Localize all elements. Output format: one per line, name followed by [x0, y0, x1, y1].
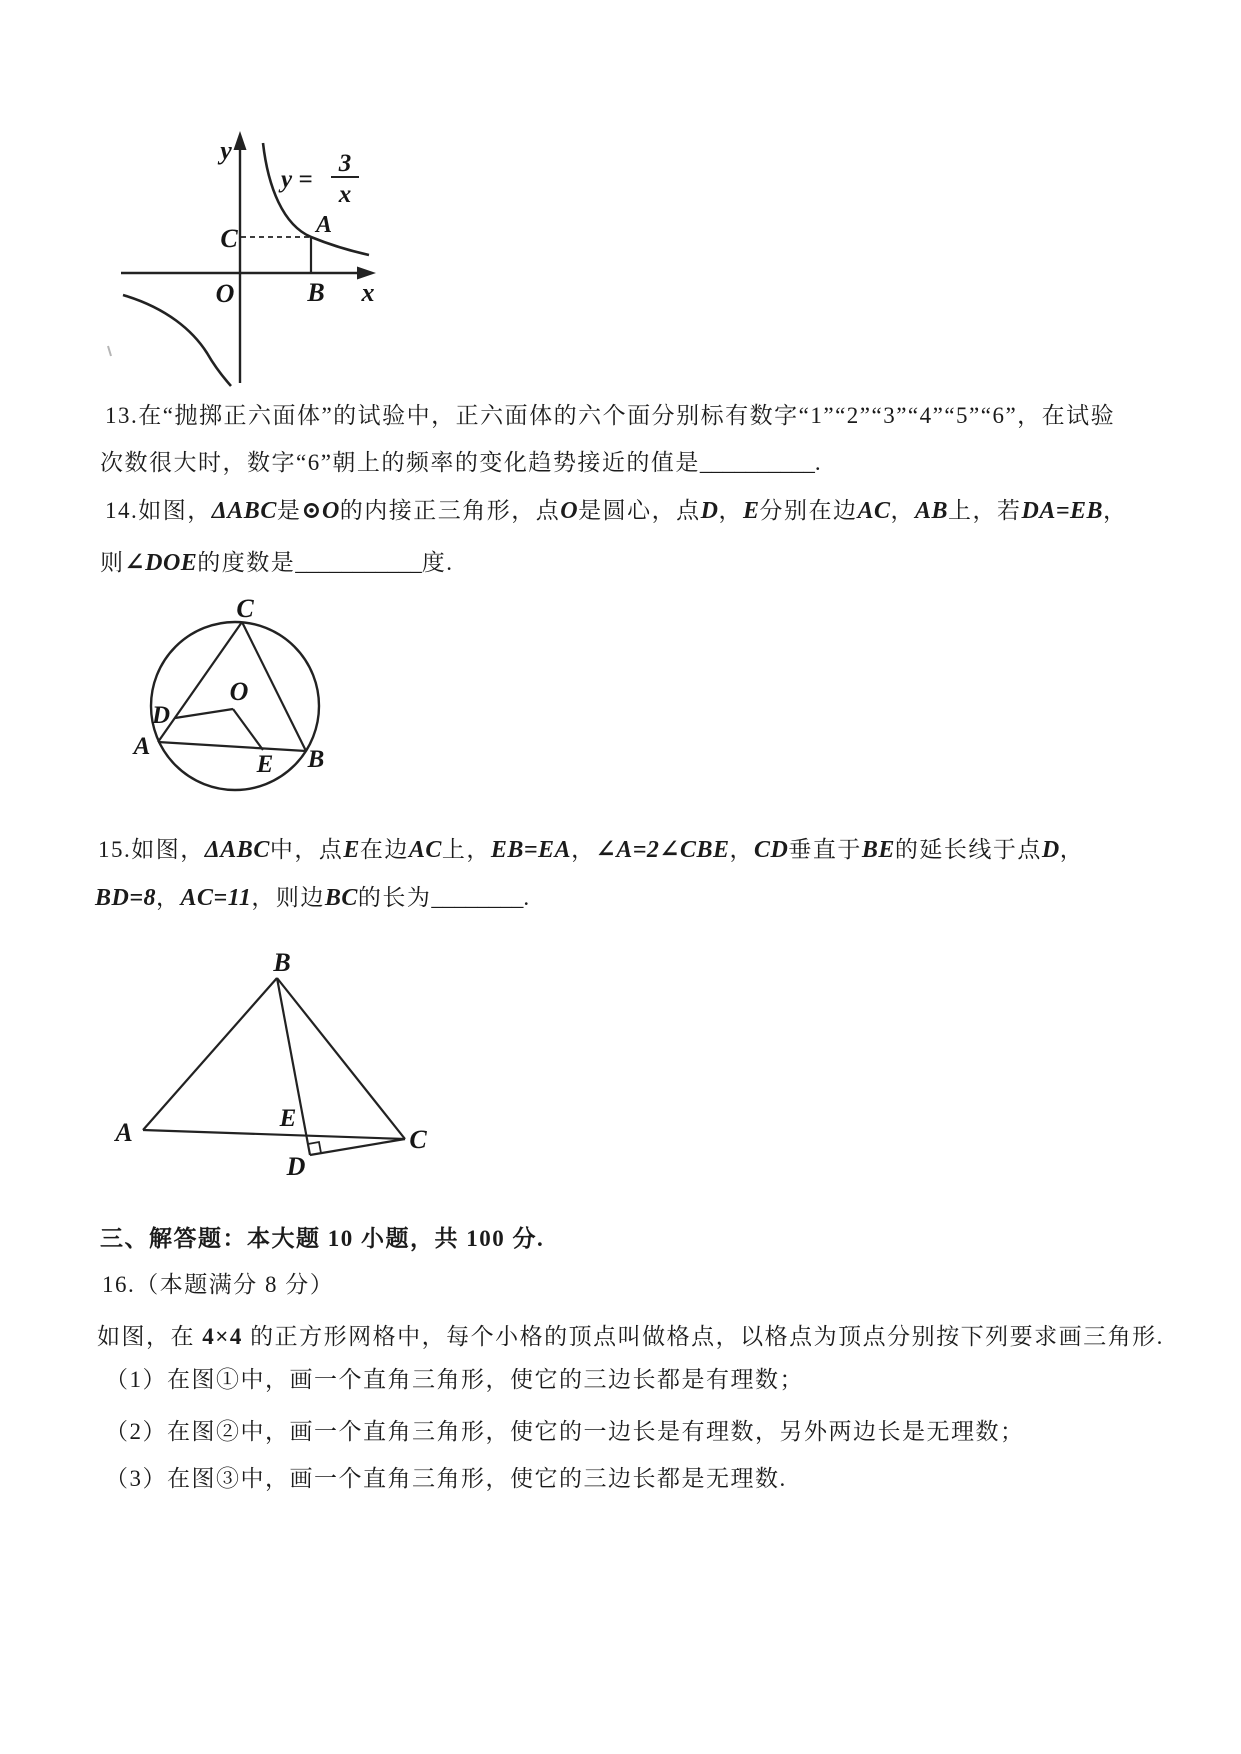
- answer-blank: ________: [431, 885, 524, 910]
- text-run: 在边: [359, 837, 409, 862]
- text-run: ，: [571, 837, 596, 862]
- text-run: （1）在图①中，画一个直角三角形，使它的三边长都是有理数；: [105, 1367, 804, 1392]
- chord-c-b: [242, 622, 306, 751]
- text-run: D: [1041, 837, 1060, 863]
- circle-o: [151, 622, 319, 790]
- text-run: AC=11: [180, 885, 252, 911]
- text-run: .: [523, 885, 531, 910]
- text-run: 的延长线于点: [894, 837, 1042, 862]
- answer-blank: ___________: [295, 550, 422, 575]
- segment-d-c: [310, 1139, 405, 1155]
- chord-a-b: [158, 742, 306, 751]
- text-run: （2）在图②中，画一个直角三角形，使它的一边长是有理数，另外两边长是无理数；: [105, 1419, 1025, 1444]
- question-16-item-3: [105, 1460, 787, 1493]
- text-run: 上，若: [948, 498, 1022, 523]
- question-15-line-2: [95, 879, 531, 912]
- text-run: DA=EB: [1021, 498, 1104, 524]
- text-run: AC: [857, 498, 891, 524]
- text-run: 则: [100, 550, 125, 575]
- text-run: ∠A=2∠CBE: [595, 837, 730, 863]
- text-run: 是圆心，点: [578, 498, 701, 523]
- text-run: AB: [915, 498, 949, 524]
- point-d-label: D: [151, 702, 171, 729]
- text-run: 的正方形网格中，每个小格的顶点叫做格点，以格点为顶点分别按下列要求画三角形.: [242, 1324, 1164, 1349]
- question-16-item-2: [105, 1413, 1025, 1446]
- triangle-figure: [85, 945, 475, 1190]
- hyperbola-branch-q1: [263, 143, 369, 255]
- answer-blank: __________: [699, 450, 815, 475]
- text-run: 分别在边: [759, 498, 858, 523]
- scan-artifact: [108, 346, 111, 356]
- text-run: D: [700, 498, 719, 524]
- vertex-a-label: A: [115, 1118, 133, 1147]
- text-run: ∠DOE: [124, 550, 198, 576]
- text-run: ，: [718, 498, 743, 523]
- question-14-line-2: [100, 544, 454, 577]
- question-16-item-1: [105, 1361, 804, 1394]
- text-run: ⊙O: [301, 498, 340, 524]
- segment-o-e: [233, 709, 263, 750]
- text-run: BE: [861, 837, 895, 863]
- text-run: 16.（本题满分 8 分）: [102, 1272, 335, 1297]
- text-run: AC: [408, 837, 442, 863]
- text-run: ，: [890, 498, 915, 523]
- text-run: ，: [1059, 837, 1085, 862]
- question-13-line-1: [105, 397, 1115, 430]
- text-run: 15.如图，: [98, 837, 205, 862]
- text-run: 中，点: [269, 837, 344, 862]
- center-o-label: O: [229, 677, 249, 706]
- y-axis-label: y: [220, 136, 232, 165]
- question-13-line-2: [100, 444, 822, 477]
- text-run: ，则边: [251, 885, 325, 910]
- hyperbola-figure: [95, 125, 385, 390]
- text-run: 是: [276, 498, 302, 523]
- side-b-a: [143, 978, 277, 1130]
- text-run: 次数很大时，数字“6”朝上的频率的变化趋势接近的值是: [100, 450, 700, 475]
- point-d-label: D: [286, 1152, 306, 1181]
- point-a-label: A: [315, 212, 333, 238]
- text-run: O: [560, 498, 579, 524]
- text-run: E: [742, 498, 760, 524]
- text-run: BC: [324, 885, 358, 911]
- question-16-header: [102, 1266, 334, 1299]
- x-axis-label: x: [361, 278, 375, 307]
- vertex-c-label: C: [236, 594, 254, 623]
- equation-prefix: y =: [281, 166, 313, 193]
- text-run: （3）在图③中，画一个直角三角形，使它的三边长都是无理数.: [105, 1466, 787, 1491]
- origin-label: O: [215, 279, 235, 308]
- text-run: 度.: [421, 550, 454, 575]
- text-run: 上，: [441, 837, 491, 862]
- vertex-a-label: A: [133, 733, 151, 760]
- equation-numerator: 3: [338, 150, 352, 177]
- y-axis-arrow: [234, 131, 247, 150]
- point-c-label: C: [220, 224, 238, 253]
- text-run: CD: [754, 837, 789, 863]
- text-run: 三、解答题：本大题 10 小题，共 100 分.: [100, 1226, 545, 1251]
- equation-denominator: x: [338, 181, 352, 208]
- text-run: .: [814, 450, 823, 475]
- text-run: ΔABC: [211, 498, 277, 524]
- hyperbola-branch-q3: [123, 295, 231, 386]
- text-run: 垂直于: [788, 837, 862, 862]
- vertex-c-label: C: [409, 1125, 427, 1154]
- equation-label: [278, 150, 359, 208]
- point-b-label: B: [307, 278, 325, 307]
- text-run: 的内接正三角形，点: [339, 498, 561, 523]
- question-15-line-1: [98, 831, 1084, 864]
- text-run: ，: [156, 885, 181, 910]
- text-run: ΔABC: [204, 837, 270, 863]
- text-run: 14.如图，: [105, 498, 212, 523]
- text-run: 13.在“抛掷正六面体”的试验中，正六面体的六个面分别标有数字“1”“2”“3”“4”“5”“6”，在试验: [105, 403, 1116, 428]
- question-16-intro: [97, 1318, 1164, 1351]
- text-run: BD=8: [95, 885, 157, 911]
- side-a-c: [143, 1130, 405, 1139]
- text-run: ，: [729, 837, 755, 862]
- text-run: E: [343, 837, 360, 863]
- text-run: 的度数是: [197, 550, 296, 575]
- circle-figure: [115, 595, 355, 810]
- point-e-label: E: [256, 751, 274, 778]
- question-14-line-1: [105, 492, 1128, 525]
- segment-o-d: [175, 709, 233, 718]
- point-e-label: E: [279, 1105, 297, 1132]
- section-3-header: [100, 1220, 544, 1253]
- text-run: 4×4: [202, 1324, 243, 1349]
- text-run: 如图，在: [97, 1324, 203, 1349]
- text-run: EB=EA: [490, 837, 572, 863]
- vertex-b-label: B: [307, 746, 325, 773]
- vertex-b-label: B: [273, 948, 291, 977]
- text-run: ，: [1103, 498, 1128, 523]
- text-run: 的长为: [357, 885, 432, 910]
